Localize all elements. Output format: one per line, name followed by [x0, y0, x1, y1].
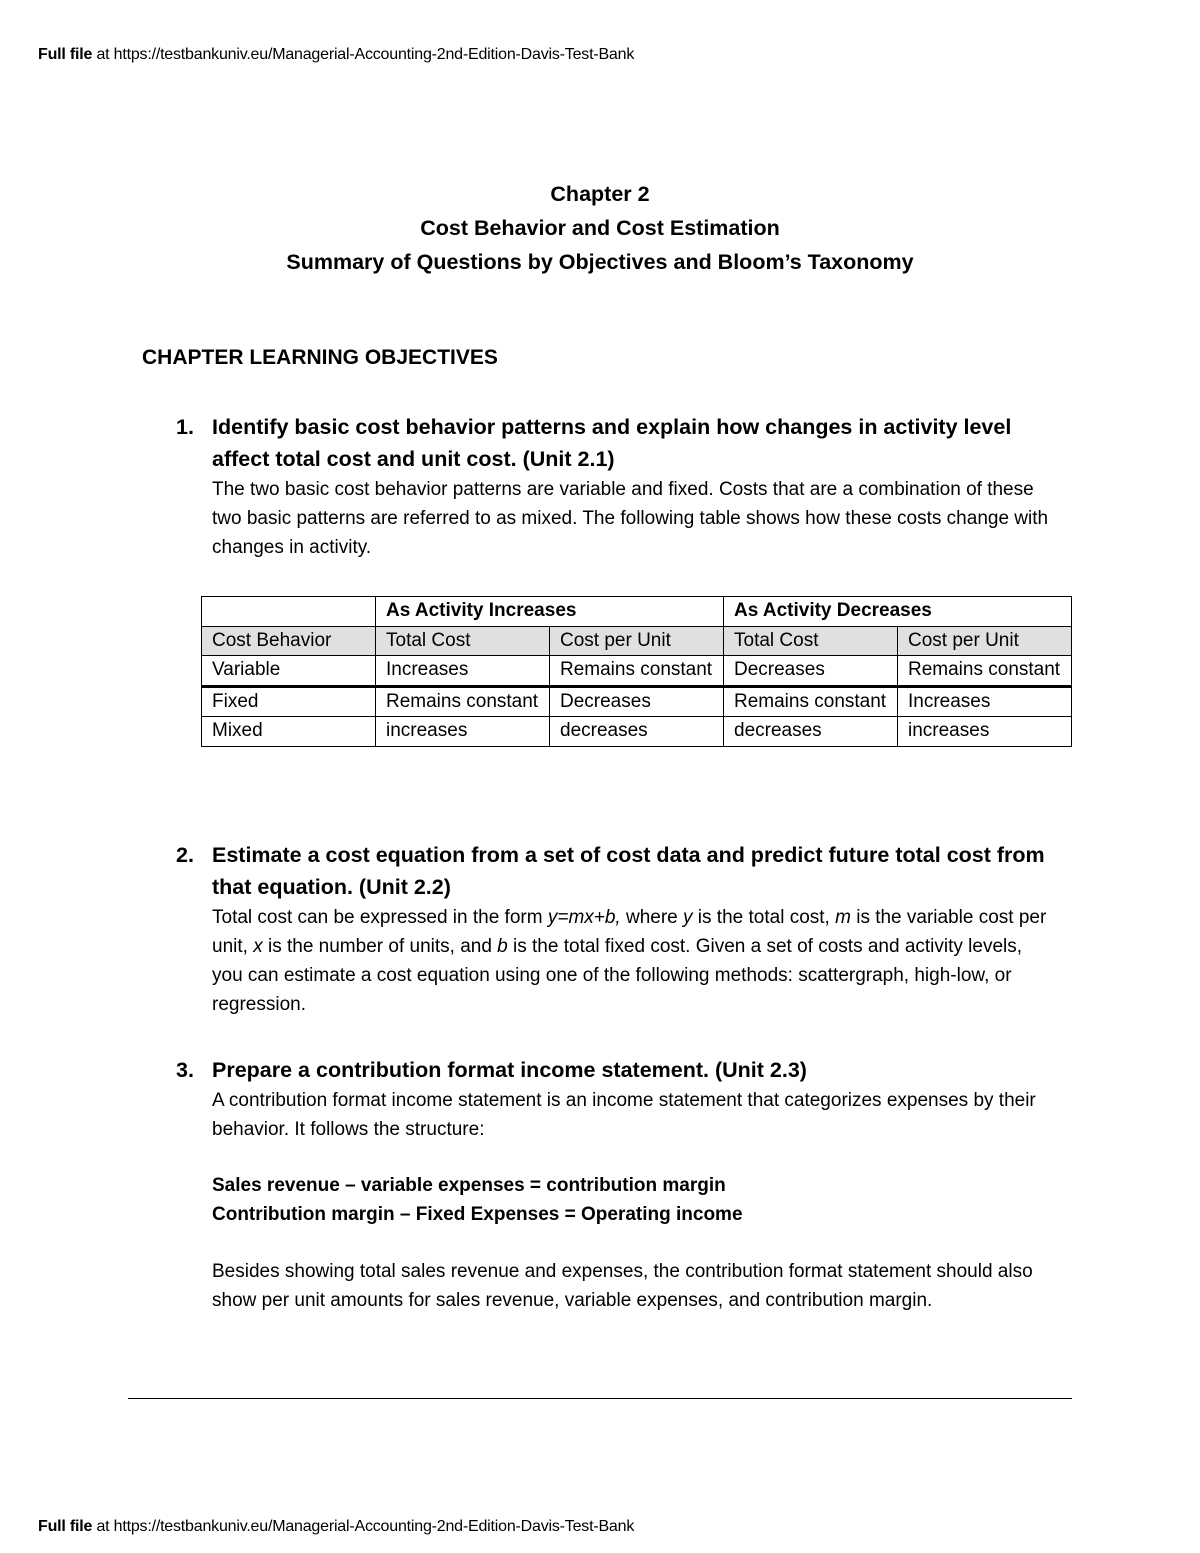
table-group-header: As Activity Decreases: [724, 597, 1072, 627]
table-column-header: Cost Behavior: [202, 626, 376, 656]
horizontal-divider: [128, 1398, 1072, 1399]
objective-3: [176, 1054, 1056, 1315]
banner-text: at https://testbankuniv.eu/Managerial-Accounting-2nd-Edition-Davis-Test-Bank: [96, 46, 635, 63]
table-cell: increases: [376, 717, 550, 747]
objective-text: Total cost can be expressed in the form y=mx+b, where y is the total cost, m is the variable cost per unit, x is the number of units, and b is the total fixed cost. Given a set of costs and activity levels, you can estimate a cost equation using one of the following methods: scattergraph, high-low, or regression.: [212, 907, 1047, 1015]
table-row: [202, 656, 1072, 687]
table-cell: decreases: [550, 717, 724, 747]
chapter-subtitle: Summary of Questions by Objectives and Bloom’s Taxonomy: [286, 250, 914, 274]
table-cell: Mixed: [202, 717, 376, 747]
table-cell: Decreases: [550, 686, 724, 717]
objective-text: A contribution format income statement is an income statement that categorizes expenses by their behavior. It follows the structure:: [212, 1090, 1036, 1140]
table-group-header: [202, 597, 376, 627]
table-cell: Remains constant: [898, 656, 1072, 687]
table-cell: Fixed: [202, 686, 376, 717]
table-cell: decreases: [724, 717, 898, 747]
banner-label: Full file: [38, 46, 93, 63]
table-column-header: Cost per Unit: [550, 626, 724, 656]
objective-2: [176, 839, 1056, 1019]
table-cell: Remains constant: [724, 686, 898, 717]
objective-heading: Prepare a contribution format income statement. (Unit 2.3): [212, 1058, 807, 1082]
table-cell: Decreases: [724, 656, 898, 687]
table-group-header-row: [202, 597, 1072, 627]
table-column-header: Cost per Unit: [898, 626, 1072, 656]
objective-1: [176, 411, 1056, 562]
table-group-header: As Activity Increases: [376, 597, 724, 627]
bottom-source-banner: [38, 1518, 634, 1536]
objective-number: 2.: [176, 843, 194, 867]
chapter-number: Chapter 2: [550, 182, 650, 206]
table-row: [202, 717, 1072, 747]
objective-number: 3.: [176, 1058, 194, 1082]
page-title: [0, 177, 1200, 279]
banner-text: at https://testbankuniv.eu/Managerial-Accounting-2nd-Edition-Davis-Test-Bank: [96, 1518, 635, 1535]
formula-contribution-margin: Sales revenue – variable expenses = contribution margin: [212, 1175, 726, 1196]
table-cell: Increases: [898, 686, 1072, 717]
table-cell: Remains constant: [550, 656, 724, 687]
table-cell: Variable: [202, 656, 376, 687]
formula-operating-income: Contribution margin – Fixed Expenses = Operating income: [212, 1203, 743, 1225]
banner-label: Full file: [38, 1518, 93, 1535]
objective-text: The two basic cost behavior patterns are variable and fixed. Costs that are a combination of these two basic patterns are referred to as mixed. The following table shows how these costs change with changes in activity.: [212, 479, 1049, 558]
objective-heading: Identify basic cost behavior patterns and explain how changes in activity level affect total cost and unit cost. (Unit 2.1): [212, 415, 1012, 471]
top-source-banner: [38, 46, 634, 64]
cost-behavior-table: [201, 596, 1072, 747]
table-cell: Remains constant: [376, 686, 550, 717]
table-column-header-row: [202, 626, 1072, 656]
table-column-header: Total Cost: [724, 626, 898, 656]
table-cell: Increases: [376, 656, 550, 687]
objective-number: 1.: [176, 415, 194, 439]
objectives-heading: CHAPTER LEARNING OBJECTIVES: [142, 346, 498, 369]
table-column-header: Total Cost: [376, 626, 550, 656]
equation: y=mx+b,: [547, 907, 621, 928]
objective-text-2: Besides showing total sales revenue and expenses, the contribution format statement should also show per unit amounts for sales revenue, variable expenses, and contribution margin.: [212, 1261, 1033, 1311]
table-cell: increases: [898, 717, 1072, 747]
table-row: [202, 686, 1072, 717]
chapter-title: Cost Behavior and Cost Estimation: [420, 216, 780, 240]
objective-heading: Estimate a cost equation from a set of cost data and predict future total cost from that equation. (Unit 2.2): [212, 843, 1045, 899]
